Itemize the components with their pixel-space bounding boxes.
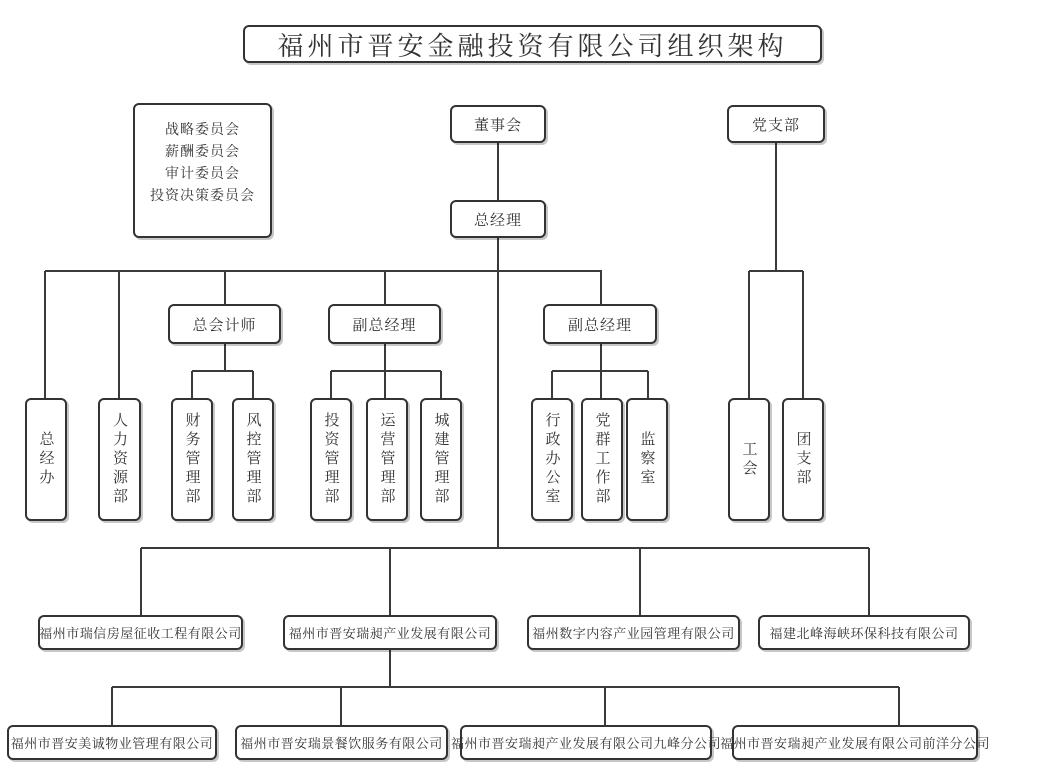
branch-box: 福州市晋安美诚物业管理有限公司 <box>7 725 217 760</box>
node-admin-office: 行政办公室 <box>531 398 573 521</box>
branch-box: 福州市晋安瑞景餐饮服务有限公司 <box>235 725 448 760</box>
branch-box: 福州市晋安瑞昶产业发展有限公司九峰分公司 <box>460 725 712 760</box>
node-chief-accountant: 总会计师 <box>168 304 281 344</box>
node-board: 董事会 <box>450 105 546 143</box>
node-hr-department: 人力资源部 <box>98 398 141 521</box>
committee-item: 战略委员会 <box>165 120 240 137</box>
chart-title: 福州市晋安金融投资有限公司组织架构 <box>243 25 822 63</box>
node-deputy-gm-2: 副总经理 <box>543 304 657 344</box>
node-general-manager: 总经理 <box>450 200 546 238</box>
branch-box: 福州市晋安瑞昶产业发展有限公司前洋分公司 <box>732 725 978 760</box>
node-finance-department: 财务管理部 <box>171 398 213 521</box>
node-operations-department: 运营管理部 <box>366 398 408 521</box>
node-general-office: 总经办 <box>25 398 67 521</box>
subsidiary-box: 福建北峰海峡环保科技有限公司 <box>758 615 970 650</box>
subsidiary-box: 福州市晋安瑞昶产业发展有限公司 <box>283 615 497 650</box>
committee-item: 投资决策委员会 <box>150 186 255 203</box>
node-risk-control-department: 风控管理部 <box>232 398 274 521</box>
node-investment-department: 投资管理部 <box>310 398 352 521</box>
subsidiary-box: 福州市瑞信房屋征收工程有限公司 <box>38 615 243 650</box>
node-deputy-gm-1: 副总经理 <box>328 304 441 344</box>
subsidiary-box: 福州数字内容产业园管理有限公司 <box>527 615 740 650</box>
committees-box <box>133 103 272 238</box>
node-urban-construction-department: 城建管理部 <box>420 398 462 521</box>
committee-item: 薪酬委员会 <box>165 142 240 159</box>
node-party-branch: 党支部 <box>727 105 825 143</box>
node-party-mass-work-department: 党群工作部 <box>581 398 623 521</box>
node-youth-league-branch: 团支部 <box>782 398 824 521</box>
node-supervision-office: 监察室 <box>626 398 668 521</box>
node-labor-union: 工会 <box>728 398 770 521</box>
committee-item: 审计委员会 <box>165 164 240 181</box>
